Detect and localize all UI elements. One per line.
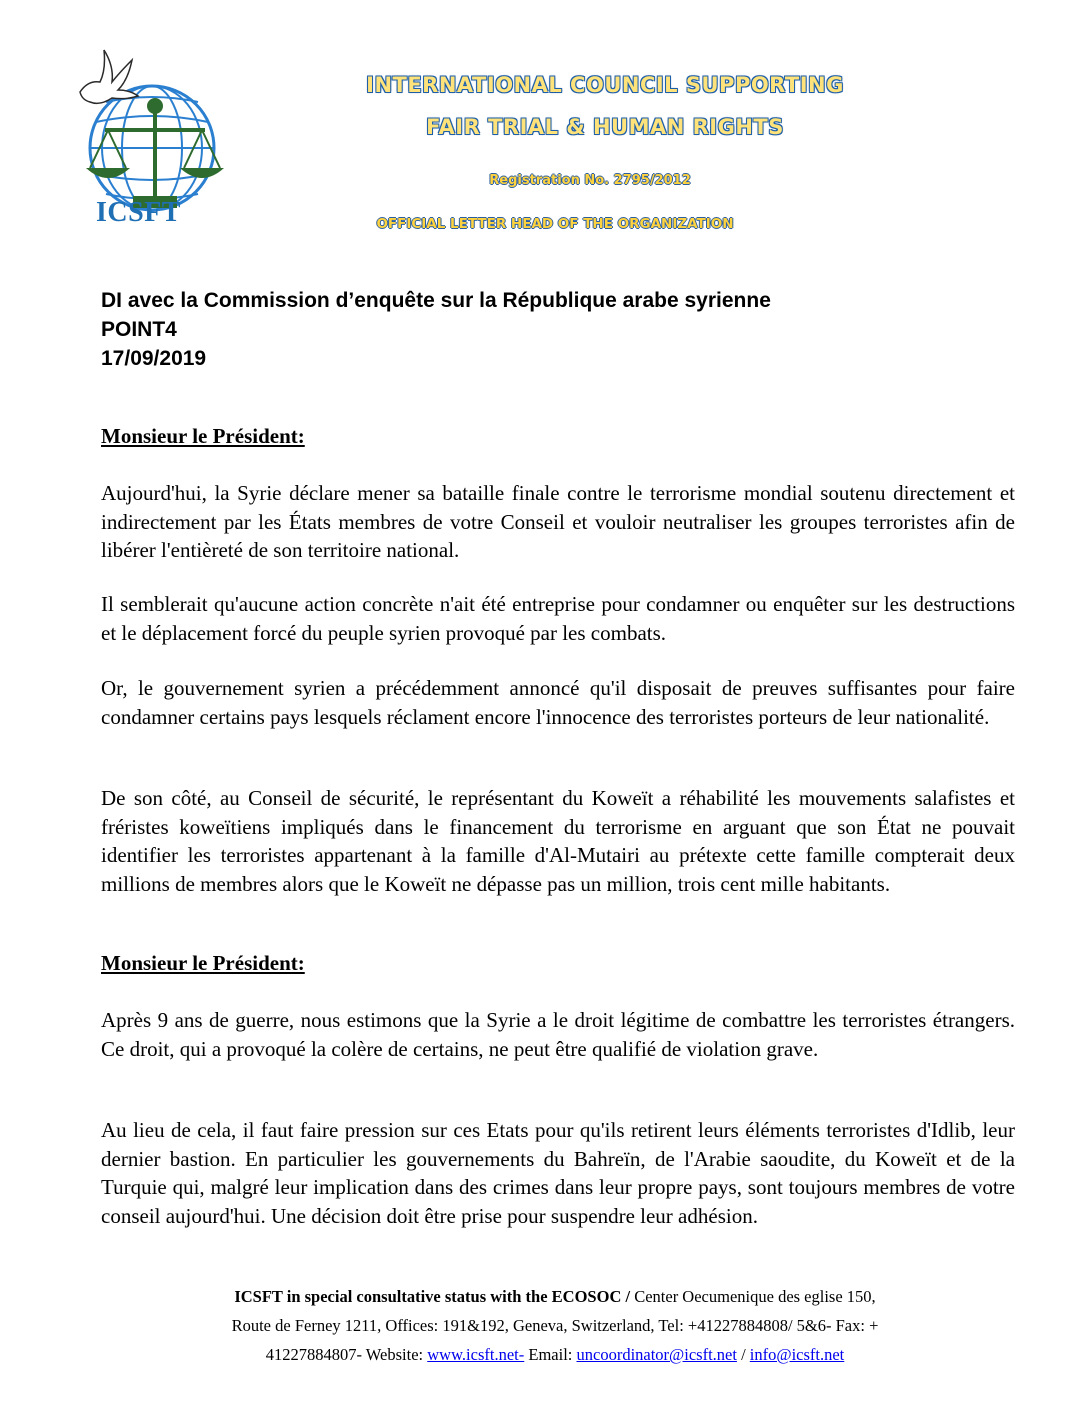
official-letterhead-label: OFFICIAL LETTER HEAD OF THE ORGANIZATION [376, 216, 734, 232]
logo-text: ICSFT [96, 197, 181, 228]
footer-line-3 [110, 1340, 1000, 1369]
salutation-heading: Monsieur le Président: [101, 424, 305, 448]
footer-line-2: Route de Ferney 1211, Offices: 191&192, Geneva, Switzerland, Tel: +41227884808/ 5&6- Fax: + [231, 1316, 879, 1335]
salutation-heading: Monsieur le Président: [101, 951, 305, 975]
paragraph: Après 9 ans de guerre, nous estimons que la Syrie a le droit légitime de combattre les terroristes étrangers. Ce droit, qui a provoqué la colère de certains, ne peut être qualifié de violation grave. [101, 1008, 1015, 1061]
paragraph: De son côté, au Conseil de sécurité, le représentant du Koweït a réhabilité les mouvements salafistes et fréristes koweïtiens impliqués dans le financement du terrorisme en arguant que son État ne pouvait identifier les terroristes appartenant à la famille d'Al-Mutairi au prétexte cette famille compterait deux millions de membres alors que le Koweït ne dépasse pas un million, trois cent mille habitants. [101, 786, 1015, 896]
footer-address: Center Oecumenique des eglise 150, [630, 1287, 876, 1306]
title-line: DI avec la Commission d’enquête sur la République arabe syrienne [101, 289, 771, 312]
footer-email-label: Email: [524, 1345, 577, 1364]
email-link-info[interactable]: info@icsft.net [749, 1345, 845, 1364]
footer [110, 1282, 1000, 1369]
org-name-line-1: INTERNATIONAL COUNCIL SUPPORTING [366, 73, 844, 97]
paragraph: Or, le gouvernement syrien a précédemment annoncé qu'il disposait de preuves suffisantes pour faire condamner certains pays lesquels réclament encore l'innocence des terroristes porteurs de leur nationalité. [101, 676, 1015, 729]
org-name-line-2: FAIR TRIAL & HUMAN RIGHTS [426, 115, 784, 139]
email-link-coordinator[interactable]: uncoordinator@icsft.net [576, 1345, 737, 1364]
title-point: POINT4 [101, 318, 177, 341]
document-title [101, 286, 771, 373]
title-date: 17/09/2019 [101, 347, 207, 370]
footer-status: ICSFT in special consultative status with the ECOSOC / [234, 1287, 631, 1306]
footer-line-1 [110, 1282, 1000, 1311]
footer-separator: / [736, 1345, 750, 1364]
paragraph: Aujourd'hui, la Syrie déclare mener sa bataille finale contre le terrorisme mondial soutenu directement et indirectement par les États membres de votre Conseil et vouloir neutraliser les groupes terroristes afin de libérer l'entièreté de son territoire national. [101, 481, 1015, 562]
footer-website-label: 41227884807- Website: [265, 1345, 428, 1364]
website-link[interactable]: www.icsft.net- [427, 1345, 525, 1364]
paragraph: Il semblerait qu'aucune action concrète n'ait été entreprise pour condamner ou enquêter sur les destructions et le déplacement forcé du peuple syrien provoqué par les combats. [101, 592, 1015, 645]
registration-number: Registration No. 2795/2012 [489, 173, 691, 188]
paragraph: Au lieu de cela, il faut faire pression sur ces Etats pour qu'ils retirent leurs éléments terroristes d'Idlib, leur dernier bastion. En particulier les gouvernements du Bahreïn, de l'Arabie saoudite, du Koweït et de la Turquie qui, malgré leur implication dans des crimes dans leur propre pays, sont toujours membres de votre conseil aujourd'hui. Une décision doit être prise pour suspendre leur adhésion. [101, 1118, 1015, 1228]
